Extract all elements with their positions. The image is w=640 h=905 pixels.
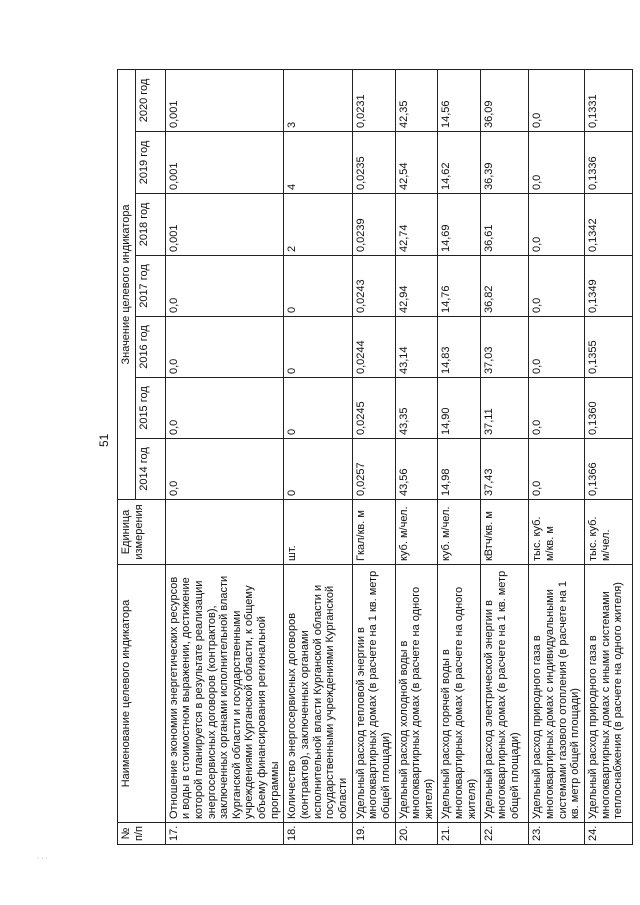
scan-speck: · · · xyxy=(37,855,48,862)
value-cell: 14,56 xyxy=(438,69,481,131)
indicator-name: Удельный расход природного газа в многоквартирных домах с иными системами теплоснабжения (в расчете на одного жителя) xyxy=(584,565,632,823)
value-cell: 43,35 xyxy=(395,378,438,439)
unit-cell: тыс. куб. м/чел. xyxy=(584,500,632,565)
table-row xyxy=(352,69,395,844)
value-cell: 0,0 xyxy=(165,256,284,317)
value-cell: 0,1336 xyxy=(584,132,632,194)
value-cell: 0,0243 xyxy=(352,256,395,317)
unit-cell: шт. xyxy=(284,500,352,565)
indicator-name: Удельный расход природного газа в многоквартирных домах с индивидуальными системами газового отопления (в расчете на 1 кв. метр общей площади) xyxy=(529,565,585,823)
value-cell: 0,0 xyxy=(165,317,284,378)
row-number: 24. xyxy=(584,823,632,845)
value-cell: 0,001 xyxy=(165,69,284,131)
unit-cell: куб. м/чел. xyxy=(395,500,438,565)
value-cell: 0,0257 xyxy=(352,439,395,500)
value-cell: 37,43 xyxy=(481,439,529,500)
row-number: 22. xyxy=(481,823,529,845)
indicator-name: Удельный расход тепловой энергии в многоквартирных домах (в расчете на 1 кв. метр общей площади) xyxy=(352,565,395,823)
value-cell: 0,1360 xyxy=(584,378,632,439)
header-unit: Единица измерения xyxy=(118,500,166,565)
row-number: 21. xyxy=(438,823,481,845)
value-cell: 0,1355 xyxy=(584,317,632,378)
value-cell: 14,62 xyxy=(438,132,481,194)
header-year: 2017 год xyxy=(135,256,165,317)
row-number: 20. xyxy=(395,823,438,845)
value-cell: 0 xyxy=(284,256,352,317)
value-cell: 14,90 xyxy=(438,378,481,439)
value-cell: 0,0 xyxy=(165,378,284,439)
value-cell: 36,09 xyxy=(481,69,529,131)
value-cell: 0 xyxy=(284,378,352,439)
value-cell: 42,54 xyxy=(395,132,438,194)
value-cell: 3 xyxy=(284,69,352,131)
value-cell: 0,001 xyxy=(165,132,284,194)
value-cell: 42,74 xyxy=(395,194,438,256)
value-cell: 2 xyxy=(284,194,352,256)
value-cell: 42,94 xyxy=(395,256,438,317)
header-year: 2015 год xyxy=(135,378,165,439)
value-cell: 0,0235 xyxy=(352,132,395,194)
value-cell: 0,0 xyxy=(529,378,585,439)
value-cell: 0,0239 xyxy=(352,194,395,256)
value-cell: 0,0 xyxy=(529,439,585,500)
indicator-name: Количество энергосервисных договоров (контрактов), заключенных органами исполнительной власти Курганской области и государственными учреждениями Курганской области xyxy=(284,565,352,823)
table-row xyxy=(284,69,352,844)
page-number: 51 xyxy=(97,433,111,447)
value-cell: 14,83 xyxy=(438,317,481,378)
table-row xyxy=(481,69,529,844)
table-row xyxy=(584,69,632,844)
header-year: 2018 год xyxy=(135,194,165,256)
value-cell: 0,1349 xyxy=(584,256,632,317)
value-cell: 0 xyxy=(284,439,352,500)
value-cell: 14,69 xyxy=(438,194,481,256)
value-cell: 0,1331 xyxy=(584,69,632,131)
row-number: 17. xyxy=(165,823,284,845)
value-cell: 0,0231 xyxy=(352,69,395,131)
value-cell: 36,61 xyxy=(481,194,529,256)
unit-cell: тыс. куб. м/кв. м xyxy=(529,500,585,565)
value-cell: 0,001 xyxy=(165,194,284,256)
table-row xyxy=(529,69,585,844)
row-number: 18. xyxy=(284,823,352,845)
unit-cell: Гкал/кв. м xyxy=(352,500,395,565)
row-number: 19. xyxy=(352,823,395,845)
header-year: 2020 год xyxy=(135,69,165,131)
value-cell: 0,1342 xyxy=(584,194,632,256)
value-cell: 0,0 xyxy=(529,256,585,317)
value-cell: 42,35 xyxy=(395,69,438,131)
value-cell: 14,98 xyxy=(438,439,481,500)
header-year: 2014 год xyxy=(135,439,165,500)
value-cell: 4 xyxy=(284,132,352,194)
header-year: 2019 год xyxy=(135,132,165,194)
value-cell: 0,0 xyxy=(529,132,585,194)
value-cell: 36,82 xyxy=(481,256,529,317)
table-row xyxy=(395,69,438,844)
value-cell: 36,39 xyxy=(481,132,529,194)
rotated-table-wrapper xyxy=(117,70,625,845)
value-cell: 0,1366 xyxy=(584,439,632,500)
indicator-name: Удельный расход горячей воды в многоквартирных домах (в расчете на одного жителя) xyxy=(438,565,481,823)
header-values: Значение целевого индикатора xyxy=(118,69,136,499)
table-row xyxy=(438,69,481,844)
table-row xyxy=(165,69,284,844)
value-cell: 0,0 xyxy=(529,317,585,378)
value-cell: 0 xyxy=(284,317,352,378)
header-no: № п/п xyxy=(118,823,166,845)
value-cell: 0,0 xyxy=(529,69,585,131)
indicator-name: Отношение экономии энергетических ресурсов и воды в стоимостном выражении, достижение которой планируется в результате реализации энергосервисных договоров (контрактов), заключенных органами исполнительной власти Курганской области и государственными учреждениями Курганской области, к общему объему финансирования региональной программы xyxy=(165,565,284,823)
value-cell: 0,0 xyxy=(529,194,585,256)
value-cell: 43,14 xyxy=(395,317,438,378)
header-name: Наименование целевого индикатора xyxy=(118,565,166,823)
value-cell: 0,0244 xyxy=(352,317,395,378)
value-cell: 37,11 xyxy=(481,378,529,439)
indicator-name: Удельный расход электрической энергии в многоквартирных домах (в расчете на 1 кв. метр общей площади) xyxy=(481,565,529,823)
header-year: 2016 год xyxy=(135,317,165,378)
unit-cell: кВтч/кв. м xyxy=(481,500,529,565)
unit-cell xyxy=(165,500,284,565)
value-cell: 14,76 xyxy=(438,256,481,317)
value-cell: 0,0 xyxy=(165,439,284,500)
value-cell: 43,56 xyxy=(395,439,438,500)
indicator-name: Удельный расход холодной воды в многоквартирных домах (в расчете на одного жителя) xyxy=(395,565,438,823)
unit-cell: куб. м/чел. xyxy=(438,500,481,565)
indicator-table xyxy=(117,69,633,845)
value-cell: 0,0245 xyxy=(352,378,395,439)
value-cell: 37,03 xyxy=(481,317,529,378)
row-number: 23. xyxy=(529,823,585,845)
